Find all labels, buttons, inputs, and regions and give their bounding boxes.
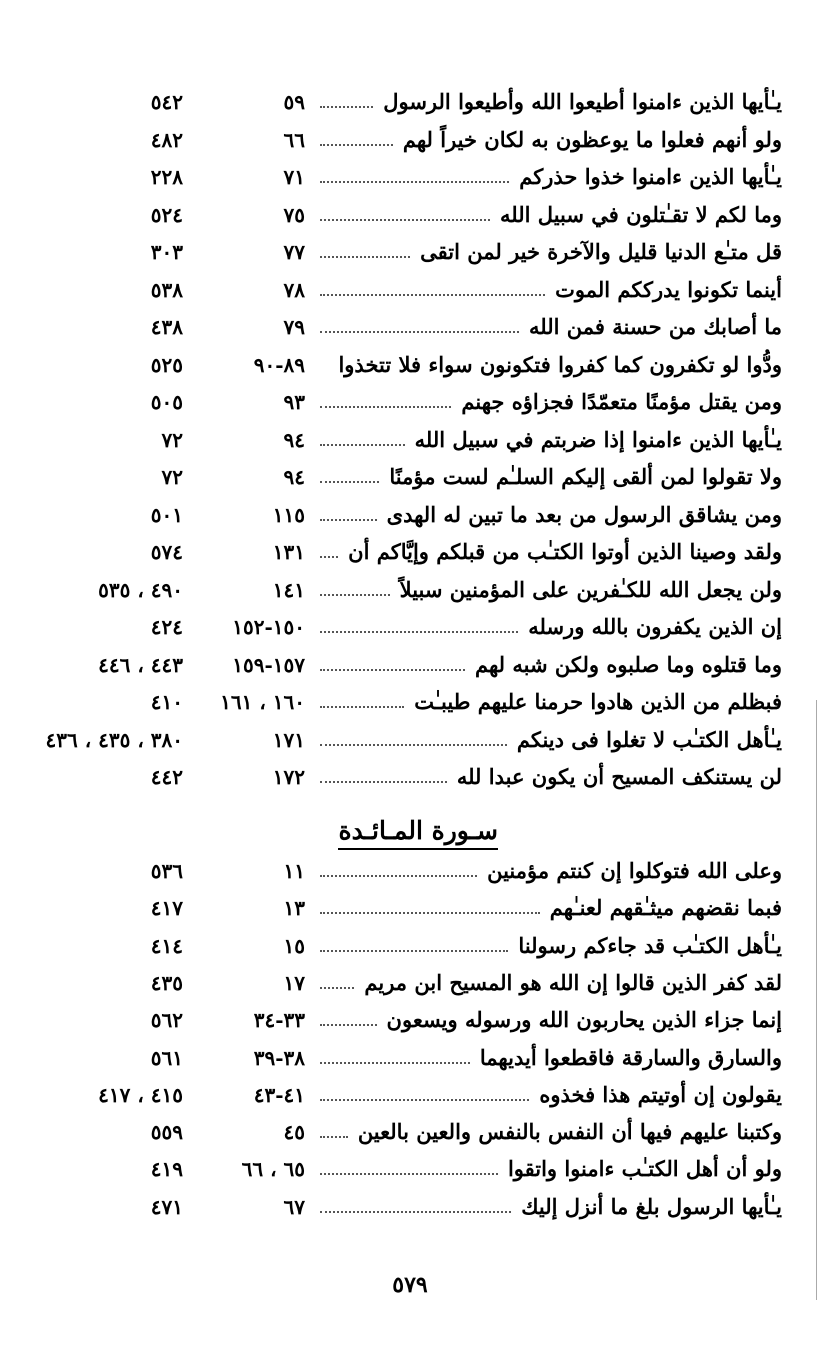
dot-leader	[320, 1136, 348, 1138]
index-row	[0, 497, 820, 534]
index-row	[0, 234, 820, 271]
dot-leader	[320, 406, 451, 408]
page-reference: ٤١٠	[150, 690, 183, 714]
dot-leader	[320, 744, 507, 746]
surah-heading: سـورة المـائـدة	[338, 816, 498, 850]
page-reference: ٤١٤	[150, 933, 183, 958]
index-row	[0, 197, 820, 234]
index-row	[0, 347, 820, 384]
index-row	[0, 122, 820, 159]
verse-text: ولو أنهم فعلوا ما يوعظون به لكان خيراً لهم	[402, 126, 782, 152]
page-reference: ٤١٥ ، ٤١٧	[98, 1082, 183, 1107]
page-reference: ٥٠١	[150, 502, 183, 527]
verse-text: ودُّوا لو تكفرون كما كفروا فتكونون سواء فلا تتخذوا	[338, 351, 782, 377]
ayah-number: ٨٩-٩٠	[253, 352, 305, 377]
ayah-number: ١٥	[283, 933, 305, 958]
page-reference: ٥٤٢	[150, 90, 183, 114]
ayah-number: ١١	[283, 859, 305, 883]
index-row	[0, 1002, 820, 1039]
ayah-number: ٥٩	[283, 90, 305, 114]
verse-text: فبما نقضهم ميثـٰقهم لعنـٰهم	[549, 895, 782, 921]
index-row	[0, 928, 820, 965]
page-reference: ٣٠٣	[150, 240, 183, 264]
verse-text: وما قتلوه وما صلبوه ولكن شبه لهم	[475, 651, 782, 677]
ayah-number: ٧٨	[283, 277, 305, 302]
page-reference: ٤١٩	[150, 1157, 183, 1182]
verse-text: ومن يشاقق الرسول من بعد ما تبين له الهدى	[386, 501, 782, 527]
ayah-number: ٩٣	[283, 390, 305, 414]
dot-leader	[320, 556, 338, 558]
dot-leader	[320, 1024, 377, 1026]
index-row	[0, 1189, 820, 1226]
verse-text: يـٰأيها الرسول بلغ ما أنزل إليك	[521, 1193, 782, 1219]
dot-leader	[320, 294, 545, 296]
dot-leader	[320, 181, 509, 183]
ayah-number: ١٥٠-١٥٢	[232, 615, 305, 639]
ayah-number: ٤١-٤٣	[253, 1082, 305, 1107]
dot-leader	[320, 1099, 529, 1101]
index-row	[0, 534, 820, 571]
ayah-number: ٣٨-٣٩	[253, 1045, 305, 1070]
verse-text: فبظلم من الذين هادوا حرمنا عليهم طيبـٰت	[414, 689, 782, 714]
ayah-number: ٧٥	[283, 202, 305, 227]
page-reference: ٣٨٠ ، ٤٣٥ ، ٤٣٦	[45, 727, 183, 752]
verse-text: ومن يقتل مؤمنًا متعمّدًا فجزاؤه جهنم	[461, 389, 782, 414]
verse-text: وعلى الله فتوكلوا إن كنتم مؤمنين	[487, 858, 782, 883]
page-reference: ٤٢٤	[150, 615, 183, 639]
margin-line	[816, 700, 817, 1300]
index-row	[0, 722, 820, 759]
index-row	[0, 572, 820, 609]
verse-text: والسارق والسارقة فاقطعوا أيديهما	[479, 1044, 782, 1070]
ayah-number: ٧٩	[283, 315, 305, 339]
dot-leader	[320, 781, 447, 783]
ayah-number: ٦٦	[283, 127, 305, 152]
index-row	[0, 384, 820, 421]
index-row	[0, 684, 820, 721]
dot-leader	[320, 1062, 470, 1064]
verse-text: يـٰأهل الكتـٰب قد جاءكم رسولنا	[518, 932, 782, 958]
dot-leader	[320, 875, 477, 877]
verse-text: لقد كفر الذين قالوا إن الله هو المسيح ابن مريم	[364, 969, 782, 995]
index-row	[0, 272, 820, 309]
page-reference: ٤٣٥	[150, 970, 183, 995]
verse-text: لن يستنكف المسيح أن يكون عبدا لله	[456, 764, 782, 789]
dot-leader	[320, 1211, 511, 1213]
page-reference: ٤٤٢	[150, 765, 183, 789]
dot-leader	[320, 331, 519, 333]
verse-text: قل متـٰع الدنيا قليل والآخرة خير لمن اتقى	[420, 239, 782, 264]
index-row	[0, 759, 820, 796]
index-row	[0, 159, 820, 196]
verse-text: أينما تكونوا يدرككم الموت	[555, 276, 782, 302]
ayah-number: ١٦٠ ، ١٦١	[220, 690, 305, 714]
dot-leader	[320, 669, 465, 671]
dot-leader	[320, 219, 490, 221]
dot-leader	[320, 706, 404, 708]
verse-text: يـٰأيها الذين ءامنوا أطيعوا الله وأطيعوا الرسول	[383, 89, 782, 114]
dot-leader	[320, 987, 354, 989]
page-reference: ٤٣٨	[150, 315, 183, 339]
ayah-number: ٦٧	[283, 1194, 305, 1219]
dot-leader	[320, 950, 508, 952]
ayah-number: ١٣	[283, 896, 305, 921]
verse-text: ولقد وصينا الذين أوتوا الكتـٰب من قبلكم وإيَّاكم أن	[348, 539, 782, 564]
index-row	[0, 853, 820, 890]
verse-text: ولو أن أهل الكتـٰب ءامنوا واتقوا	[507, 1156, 782, 1182]
page-reference: ٧٢	[161, 465, 183, 489]
dot-leader	[320, 481, 379, 483]
ayah-number: ١٤١	[272, 577, 305, 602]
ayah-number: ٤٥	[283, 1120, 305, 1145]
page-reference: ٤٨٢	[150, 127, 183, 152]
ayah-number: ٧١	[283, 165, 305, 189]
page-reference: ٥٣٦	[150, 859, 183, 883]
dot-leader	[320, 256, 410, 258]
index-row	[0, 890, 820, 927]
verse-text: وكتبنا عليهم فيها أن النفس بالنفس والعين بالعين	[357, 1119, 782, 1145]
index-row	[0, 459, 820, 496]
dot-leader	[320, 144, 393, 146]
ayah-number: ٩٤	[283, 427, 305, 452]
dot-leader	[320, 519, 377, 521]
dot-leader	[320, 912, 540, 914]
index-row	[0, 84, 820, 121]
dot-leader	[320, 444, 405, 446]
verse-text: وما لكم لا تقـٰتلون في سبيل الله	[500, 201, 782, 227]
page-reference: ٤١٧	[150, 896, 183, 921]
verse-text: يـٰأهل الكتـٰب لا تغلوا فى دينكم	[516, 726, 782, 752]
page-reference: ٥٥٩	[150, 1120, 183, 1145]
page-reference: ٤٤٣ ، ٤٤٦	[98, 652, 183, 677]
page-reference: ٧٢	[161, 427, 183, 452]
page-reference: ٢٢٨	[150, 165, 183, 189]
dot-leader	[320, 594, 390, 596]
verse-text: إنما جزاء الذين يحاربون الله ورسوله ويسعون	[386, 1007, 782, 1033]
index-row	[0, 1114, 820, 1151]
ayah-number: ٧٧	[283, 240, 305, 264]
verse-text: إن الذين يكفرون بالله ورسله	[528, 614, 782, 639]
index-row	[0, 609, 820, 646]
page-reference: ٥٢٤	[150, 202, 183, 227]
page-reference: ٤٧١	[150, 1194, 183, 1219]
dot-leader	[320, 106, 373, 108]
ayah-number: ١٥٧-١٥٩	[232, 652, 305, 677]
ayah-number: ١١٥	[272, 502, 305, 527]
index-row	[0, 647, 820, 684]
page-reference: ٥٢٥	[150, 352, 183, 377]
index-row	[0, 309, 820, 346]
verse-text: يـٰأيها الذين ءامنوا خذوا حذركم	[519, 164, 782, 189]
ayah-number: ١٧٢	[272, 765, 305, 789]
ayah-number: ١٧١	[272, 727, 305, 752]
ayah-number: ٩٤	[283, 465, 305, 489]
ayah-number: ١٧	[283, 970, 305, 995]
dot-leader	[320, 1173, 498, 1175]
verse-text: ولا تقولوا لمن ألقى إليكم السلـٰم لست مؤمنًا	[389, 464, 782, 489]
verse-text: يـٰأيها الذين ءامنوا إذا ضربتم في سبيل الله	[414, 426, 782, 452]
page-reference: ٤٩٠ ، ٥٣٥	[98, 577, 183, 602]
verse-text: ما أصابك من حسنة فمن الله	[529, 314, 782, 339]
page-reference: ٥٦٢	[150, 1008, 183, 1033]
dot-leader	[320, 631, 518, 633]
ayah-number: ٦٥ ، ٦٦	[241, 1157, 305, 1182]
ayah-number: ١٣١	[272, 540, 305, 564]
page-reference: ٥٦١	[150, 1045, 183, 1070]
verse-text: يقولون إن أوتيتم هذا فخذوه	[539, 1081, 782, 1107]
index-row	[0, 1151, 820, 1188]
verse-text: ولن يجعل الله للكـٰفرين على المؤمنين سبيلاً	[399, 576, 782, 602]
page-reference: ٥٣٨	[150, 277, 183, 302]
ayah-number: ٣٣-٣٤	[253, 1008, 305, 1033]
index-row	[0, 422, 820, 459]
page-reference: ٥٠٥	[150, 390, 183, 414]
page-number: ٥٧٩	[392, 1272, 428, 1298]
index-row	[0, 1040, 820, 1077]
page-reference: ٥٧٤	[150, 540, 183, 564]
index-row	[0, 965, 820, 1002]
index-row	[0, 1077, 820, 1114]
